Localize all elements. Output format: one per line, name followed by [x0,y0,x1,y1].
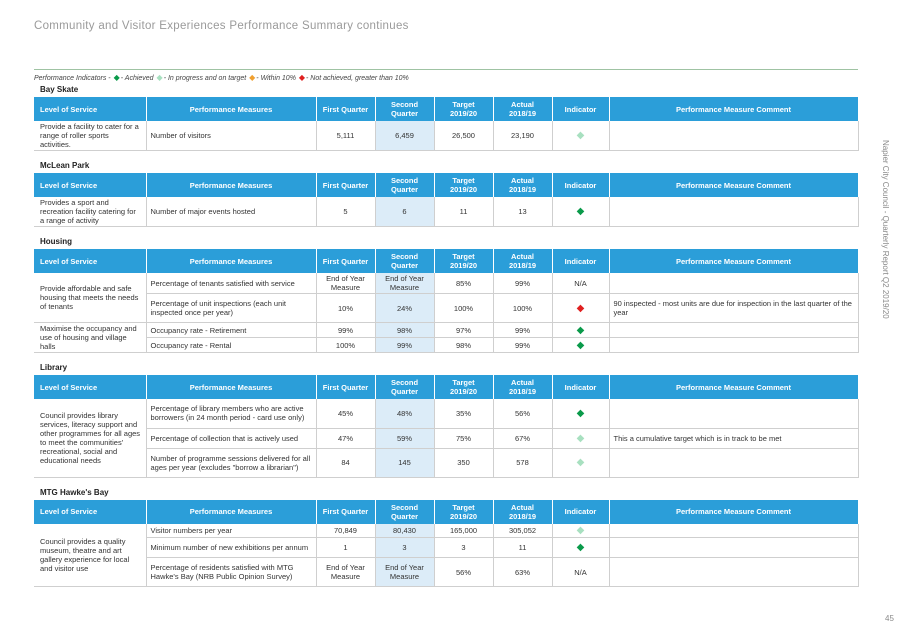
header-level: Level of Service [34,249,146,273]
table-header-row [34,500,858,524]
table-header-row [34,97,858,121]
header-comment: Performance Measure Comment [609,249,858,273]
header-level: Level of Service [34,173,146,197]
first-quarter: 100% [316,338,375,353]
header-q2: Second Quarter [375,249,434,273]
header-target: Target 2019/20 [434,375,493,399]
header-comment: Performance Measure Comment [609,173,858,197]
comment [609,338,858,353]
indicator: ◆ [552,338,609,353]
level-of-service: Council provides library services, literacy support and other programmes for all ages to meet the communities' recreational, social and educational needs [34,399,146,477]
target: 350 [434,448,493,477]
target: 56% [434,558,493,587]
performance-measure: Percentage of tenants satisfied with service [146,273,316,294]
first-quarter: End of Year Measure [316,273,375,294]
header-actual: Actual 2018/19 [493,249,552,273]
indicator: N/A [552,273,609,294]
section-mclean-park [34,160,858,227]
performance-measure: Occupancy rate - Retirement [146,323,316,338]
section-mtg-hawke-s-bay [34,487,858,588]
comment: 90 inspected - most units are due for inspection in the last quarter of the year [609,294,858,323]
header-q2: Second Quarter [375,173,434,197]
table-row [34,558,858,587]
table-row [34,121,858,151]
table-row [34,448,858,477]
actual: 63% [493,558,552,587]
first-quarter: 1 [316,538,375,558]
performance-measure: Percentage of library members who are active borrowers (in 24 month period - card use only) [146,399,316,428]
section-title: Bay Skate [40,85,79,94]
first-quarter: 70,849 [316,524,375,538]
comment [609,558,858,587]
comment [609,323,858,338]
legend-achieved-label: - Achieved [120,75,154,82]
header-comment: Performance Measure Comment [609,375,858,399]
header-q2: Second Quarter [375,500,434,524]
first-quarter: 45% [316,399,375,428]
second-quarter: 48% [375,399,434,428]
level-of-service: Maximise the occupancy and use of housing and village halls [34,323,146,353]
section-title: McLean Park [40,161,90,170]
first-quarter: 99% [316,323,375,338]
level-of-service: Provides a sport and recreation facility catering for a range of activity [34,197,146,227]
second-quarter: 6 [375,197,434,227]
section-bay-skate [34,84,858,151]
indicator: ◆ [552,294,609,323]
target: 26,500 [434,121,493,151]
performance-measure: Number of visitors [146,121,316,151]
second-quarter: 6,459 [375,121,434,151]
header-level: Level of Service [34,97,146,121]
target: 3 [434,538,493,558]
target: 165,000 [434,524,493,538]
performance-table [34,375,859,478]
performance-measure: Number of major events hosted [146,197,316,227]
target: 100% [434,294,493,323]
header-measures: Performance Measures [146,249,316,273]
actual: 100% [493,294,552,323]
header-target: Target 2019/20 [434,249,493,273]
header-target: Target 2019/20 [434,97,493,121]
comment [609,121,858,151]
indicator: ◆ [552,524,609,538]
header-q1: First Quarter [316,500,375,524]
section-title: MTG Hawke's Bay [40,487,109,497]
performance-measure: Number of programme sessions delivered for all ages per year (excludes "borrow a librarian") [146,448,316,477]
table-row [34,524,858,538]
legend-prefix: Performance Indicators - [34,75,111,82]
actual: 56% [493,399,552,428]
performance-content [34,84,858,596]
table-header-row [34,249,858,273]
section-housing [34,236,858,353]
actual: 99% [493,338,552,353]
section-title: Housing [40,237,72,246]
first-quarter: 10% [316,294,375,323]
comment [609,273,858,294]
table-row [34,323,858,338]
second-quarter: 98% [375,323,434,338]
second-quarter: 99% [375,338,434,353]
target: 85% [434,273,493,294]
performance-measure: Percentage of residents satisfied with MTG Hawke's Bay (NRB Public Opinion Survey) [146,558,316,587]
performance-measure: Percentage of collection that is actively used [146,428,316,448]
legend-within-10-label: - Within 10% [256,75,296,82]
second-quarter: 24% [375,294,434,323]
header-q1: First Quarter [316,249,375,273]
page-title: Community and Visitor Experiences Performance Summary continues [34,20,409,32]
table-row [34,338,858,353]
header-level: Level of Service [34,500,146,524]
indicator: ◆ [552,323,609,338]
header-actual: Actual 2018/19 [493,173,552,197]
first-quarter: 47% [316,428,375,448]
second-quarter: 3 [375,538,434,558]
table-row [34,197,858,227]
header-q2: Second Quarter [375,375,434,399]
header-target: Target 2019/20 [434,173,493,197]
legend-in-progress-label: - In progress and on target [163,75,247,82]
level-of-service: Council provides a quality museum, theatre and art gallery experience for local and visitor use [34,524,146,587]
header-indicator: Indicator [552,500,609,524]
first-quarter: 84 [316,448,375,477]
target: 97% [434,323,493,338]
first-quarter: 5,111 [316,121,375,151]
first-quarter: 5 [316,197,375,227]
performance-table [34,500,859,588]
header-indicator: Indicator [552,249,609,273]
header-indicator: Indicator [552,173,609,197]
target: 98% [434,338,493,353]
header-actual: Actual 2018/19 [493,97,552,121]
comment: This a cumulative target which is in track to be met [609,428,858,448]
target: 75% [434,428,493,448]
actual: 99% [493,323,552,338]
header-q2: Second Quarter [375,97,434,121]
comment [609,399,858,428]
second-quarter: 80,430 [375,524,434,538]
actual: 305,052 [493,524,552,538]
header-measures: Performance Measures [146,173,316,197]
comment [609,448,858,477]
header-q1: First Quarter [316,97,375,121]
header-actual: Actual 2018/19 [493,375,552,399]
side-caption [880,140,892,610]
legend-not-achieved-icon: ◆ [298,73,306,82]
second-quarter: End of Year Measure [375,273,434,294]
target: 35% [434,399,493,428]
performance-measure: Visitor numbers per year [146,524,316,538]
indicator: ◆ [552,197,609,227]
header-q1: First Quarter [316,173,375,197]
header-indicator: Indicator [552,375,609,399]
legend-achieved-icon: ◆ [113,73,120,82]
level-of-service: Provide a facility to cater for a range of roller sports activities. [34,121,146,151]
first-quarter: End of Year Measure [316,558,375,587]
second-quarter: End of Year Measure [375,558,434,587]
actual: 11 [493,538,552,558]
section-library [34,362,858,478]
table-row [34,428,858,448]
second-quarter: 145 [375,448,434,477]
comment [609,538,858,558]
header-measures: Performance Measures [146,375,316,399]
header-comment: Performance Measure Comment [609,97,858,121]
comment [609,197,858,227]
report-side-text: Napier City Council - Quarterly Report Q2 2019/20 [881,140,890,319]
actual: 99% [493,273,552,294]
header-measures: Performance Measures [146,500,316,524]
indicator: N/A [552,558,609,587]
legend-in-progress-icon: ◆ [156,73,163,82]
header-q1: First Quarter [316,375,375,399]
actual: 13 [493,197,552,227]
level-of-service: Provide affordable and safe housing that meets the needs of tenants [34,273,146,323]
performance-table [34,97,859,151]
legend-within-10-icon: ◆ [249,73,256,82]
table-row [34,538,858,558]
performance-measure: Minimum number of new exhibitions per annum [146,538,316,558]
table-header-row [34,173,858,197]
header-target: Target 2019/20 [434,500,493,524]
indicator: ◆ [552,538,609,558]
actual: 67% [493,428,552,448]
performance-table [34,249,859,353]
table-row [34,273,858,294]
performance-measure: Percentage of unit inspections (each unit inspected once per year) [146,294,316,323]
header-indicator: Indicator [552,97,609,121]
header-actual: Actual 2018/19 [493,500,552,524]
performance-measure: Occupancy rate - Rental [146,338,316,353]
indicator: ◆ [552,448,609,477]
section-title: Library [40,363,68,372]
header-level: Level of Service [34,375,146,399]
table-row [34,294,858,323]
actual: 23,190 [493,121,552,151]
table-header-row [34,375,858,399]
performance-table [34,173,859,227]
header-comment: Performance Measure Comment [609,500,858,524]
performance-legend [34,69,858,82]
target: 11 [434,197,493,227]
indicator: ◆ [552,121,609,151]
comment [609,524,858,538]
second-quarter: 59% [375,428,434,448]
legend-not-achieved-label: - Not achieved, greater than 10% [306,75,409,82]
table-row [34,399,858,428]
indicator: ◆ [552,399,609,428]
header-measures: Performance Measures [146,97,316,121]
actual: 578 [493,448,552,477]
indicator: ◆ [552,428,609,448]
page-number: 45 [885,614,894,623]
